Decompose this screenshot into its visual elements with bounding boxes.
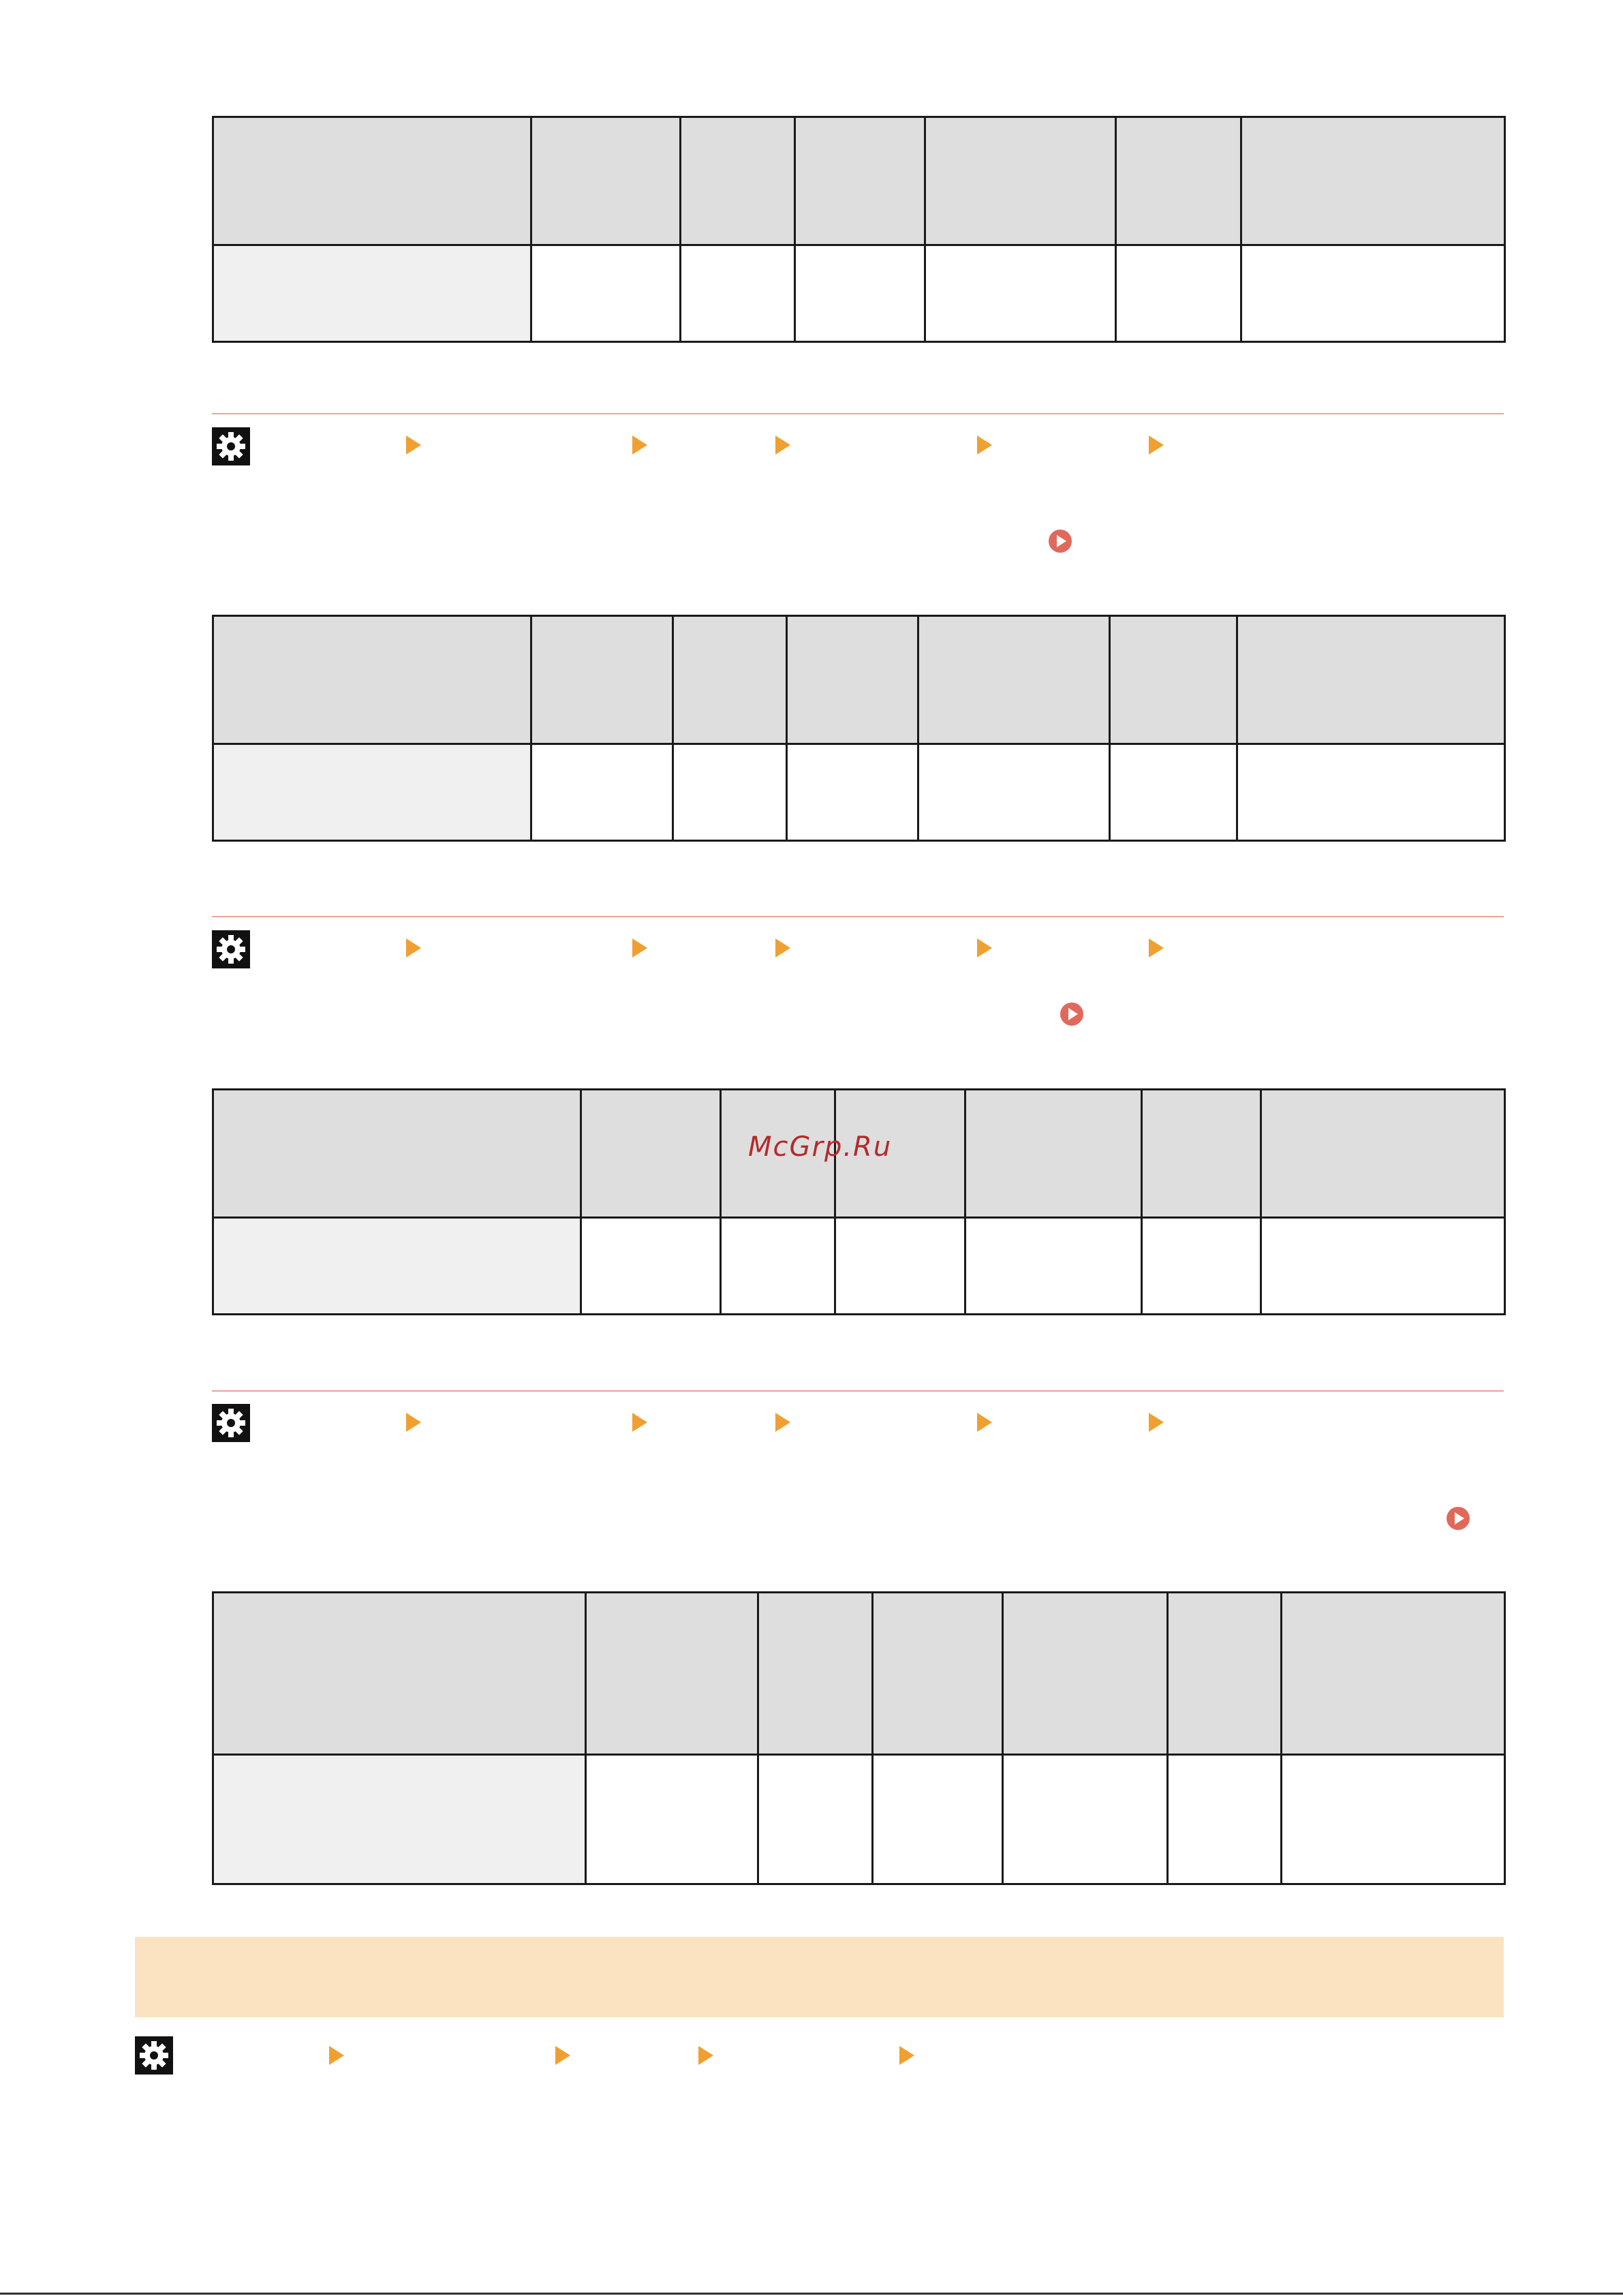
- table-header-cell: [1116, 117, 1241, 245]
- gear-icon: [212, 1404, 250, 1442]
- table-header-cell: [531, 117, 681, 245]
- table-row-label: [213, 744, 531, 841]
- table-header-cell: [925, 117, 1116, 245]
- table-cell: [1003, 1755, 1168, 1884]
- arrow-right-icon: [775, 938, 790, 958]
- table-header-cell: [1237, 616, 1505, 744]
- table-header-cell: [787, 616, 918, 744]
- table-row-label: [213, 1218, 581, 1315]
- table-header-cell: [965, 1090, 1142, 1218]
- link-arrow-icon[interactable]: [1446, 1506, 1470, 1531]
- arrow-right-icon: [406, 938, 421, 958]
- arrow-right-icon: [899, 2046, 914, 2065]
- table-header-cell: [1282, 1593, 1505, 1755]
- arrow-right-icon: [632, 938, 647, 958]
- gear-icon: [212, 427, 250, 465]
- table-cell: [795, 245, 925, 342]
- arrow-right-icon: [775, 1413, 790, 1432]
- table-header-cell: [581, 1090, 721, 1218]
- table-header-cell: [213, 1593, 586, 1755]
- table-cell: [787, 744, 918, 841]
- tip-heading-bar: [135, 1937, 1504, 2017]
- table-cell: [673, 744, 787, 841]
- table-cell: [1168, 1755, 1282, 1884]
- table-header-cell: [1241, 117, 1505, 245]
- link-arrow-icon[interactable]: [1048, 529, 1072, 553]
- table-cell: [581, 1218, 721, 1315]
- settings-table-4: [212, 1591, 1506, 1885]
- arrow-right-icon: [329, 2046, 344, 2065]
- table-header-cell: [673, 616, 787, 744]
- section-divider: [212, 1390, 1504, 1392]
- arrow-right-icon: [775, 435, 790, 455]
- table-cell: [1241, 245, 1505, 342]
- table-header-cell: [1168, 1593, 1282, 1755]
- table-header-cell: [1003, 1593, 1168, 1755]
- table-header-cell: [1142, 1090, 1261, 1218]
- table-header-cell: [873, 1593, 1003, 1755]
- table-cell: [1110, 744, 1237, 841]
- link-arrow-icon[interactable]: [1060, 1002, 1084, 1026]
- table-header-cell: [758, 1593, 873, 1755]
- table-header-cell: [213, 1090, 581, 1218]
- table-header-row: [213, 616, 1505, 744]
- table-cell: [586, 1755, 758, 1884]
- table-header-cell: [586, 1593, 758, 1755]
- arrow-right-icon: [632, 1413, 647, 1432]
- table-row: [213, 245, 1505, 342]
- gear-icon: [212, 930, 250, 968]
- table-cell: [531, 245, 681, 342]
- table-cell: [1142, 1218, 1261, 1315]
- table-cell: [873, 1755, 1003, 1884]
- table-header-cell: [918, 616, 1110, 744]
- table-row: [213, 1218, 1505, 1315]
- gear-icon: [135, 2036, 173, 2075]
- table-cell: [681, 245, 795, 342]
- arrow-right-icon: [406, 435, 421, 455]
- table-header-cell: [1110, 616, 1237, 744]
- table-header-cell: [795, 117, 925, 245]
- arrow-right-icon: [1149, 435, 1164, 455]
- table-header-cell: [1261, 1090, 1505, 1218]
- section-divider: [212, 413, 1504, 414]
- table-row: [213, 1755, 1505, 1884]
- table-cell: [835, 1218, 965, 1315]
- arrow-right-icon: [632, 435, 647, 455]
- table-header-cell: [213, 117, 531, 245]
- table-cell: [1261, 1218, 1505, 1315]
- table-header-cell: [531, 616, 673, 744]
- arrow-right-icon: [555, 2046, 570, 2065]
- arrow-right-icon: [406, 1413, 421, 1432]
- table-header-row: [213, 117, 1505, 245]
- table-cell: [925, 245, 1116, 342]
- table-cell: [965, 1218, 1142, 1315]
- arrow-right-icon: [1149, 938, 1164, 958]
- table-cell: [1282, 1755, 1505, 1884]
- table-header-cell: [681, 117, 795, 245]
- table-row-label: [213, 1755, 586, 1884]
- arrow-right-icon: [977, 1413, 992, 1432]
- table-header-row: [213, 1593, 1505, 1755]
- watermark: McGrp.Ru: [748, 1131, 893, 1163]
- settings-table-2: [212, 615, 1506, 842]
- arrow-right-icon: [698, 2046, 713, 2065]
- table-header-cell: [213, 616, 531, 744]
- table-row-label: [213, 245, 531, 342]
- table-cell: [1237, 744, 1505, 841]
- settings-table-3: [212, 1088, 1506, 1315]
- settings-table-1: [212, 116, 1506, 343]
- arrow-right-icon: [977, 938, 992, 958]
- table-row: [213, 744, 1505, 841]
- arrow-right-icon: [1149, 1413, 1164, 1432]
- table-cell: [531, 744, 673, 841]
- arrow-right-icon: [977, 435, 992, 455]
- table-cell: [721, 1218, 835, 1315]
- table-cell: [918, 744, 1110, 841]
- table-cell: [1116, 245, 1241, 342]
- page-footer-line: [0, 2293, 1623, 2295]
- table-cell: [758, 1755, 873, 1884]
- section-divider: [212, 916, 1504, 917]
